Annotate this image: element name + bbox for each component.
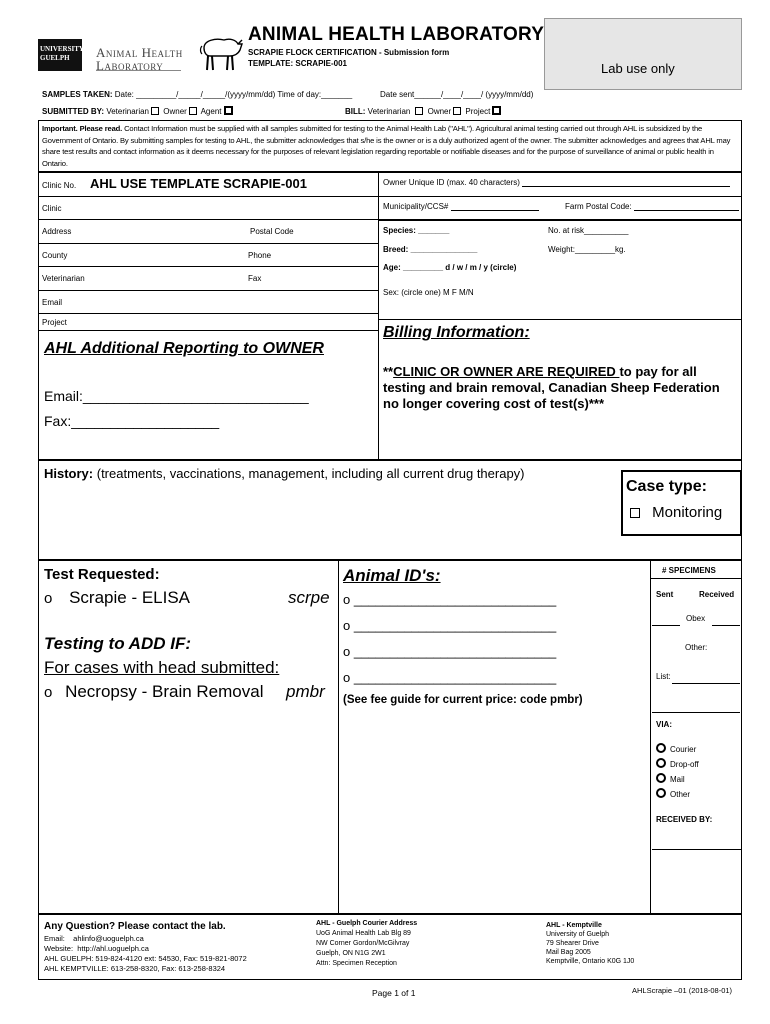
via-other[interactable]	[656, 788, 690, 799]
clinic-row-line	[38, 313, 378, 314]
weight-field[interactable]: Weight:_________kg.	[548, 245, 626, 254]
test-requested-label: Test Requested:	[44, 566, 160, 583]
clinic-field[interactable]: Clinic	[42, 204, 62, 213]
footer-guelph-phone: AHL GUELPH: 519-824-4120 ext: 54530, Fax: 519-821-8072	[44, 954, 247, 963]
footer-website[interactable]: Website: http://ahl.uoguelph.ca	[44, 944, 149, 953]
clinic-row-line	[38, 330, 378, 331]
project-field[interactable]: Project	[42, 318, 67, 327]
clinic-row-line	[38, 219, 378, 220]
owner-id-row[interactable]	[383, 178, 730, 187]
animal-id-line-3[interactable]: o ____________________________	[343, 644, 557, 659]
email-field[interactable]: Email	[42, 298, 63, 307]
lab-logo-line1: Animal Health	[96, 45, 183, 60]
no-at-risk-field[interactable]: No. at risk__________	[548, 226, 629, 235]
dropoff-label: Drop-off	[670, 760, 699, 769]
other-label: Other:	[685, 643, 708, 652]
specimens-title: # SPECIMENS	[662, 566, 716, 575]
via-dropoff[interactable]	[656, 758, 699, 769]
veterinarian-field[interactable]: Veterinarian	[42, 274, 85, 283]
submitted-agent-label: Agent	[200, 107, 222, 116]
form-subtitle: SCRAPIE FLOCK CERTIFICATION - Submission form	[248, 48, 450, 57]
specimens-divider	[650, 560, 651, 914]
bill-project-checkbox[interactable]	[492, 106, 501, 115]
lab-logo-text	[96, 46, 183, 72]
sent-label: Sent	[656, 590, 674, 599]
university-logo-line1: UNIVERSITY	[40, 45, 84, 53]
date-sent-field[interactable]: Date sent______/____/____/ (yyyy/mm/dd)	[380, 90, 534, 99]
phone-field[interactable]: Phone	[248, 251, 272, 260]
animal-ids-label: Animal ID's:	[343, 566, 441, 585]
submitted-vet-checkbox[interactable]	[151, 107, 159, 115]
received-by-label: RECEIVED BY:	[656, 815, 713, 824]
billing-text	[383, 364, 735, 412]
billing-prefix: **	[383, 364, 394, 379]
received-line[interactable]	[712, 625, 740, 626]
list-line[interactable]	[672, 683, 740, 684]
test1-code: scrpe	[288, 588, 330, 607]
municipality-line[interactable]	[451, 210, 539, 211]
owner-row-line	[378, 196, 742, 197]
submitted-agent-checkbox[interactable]	[224, 106, 233, 115]
courier-line: Guelph, ON N1G 2W1	[316, 950, 386, 957]
reporting-email-field[interactable]: Email:_____________________________	[44, 388, 309, 404]
important-notice	[38, 120, 742, 172]
test2-name: Necropsy - Brain Removal	[65, 682, 264, 701]
kemptville-line: 79 Shearer Drive	[546, 940, 599, 947]
courier-title: AHL - Guelph Courier Address	[316, 920, 418, 927]
test1-name: Scrapie - ELISA	[69, 588, 191, 607]
obex-label: Obex	[686, 614, 706, 623]
fax-field[interactable]: Fax	[248, 274, 262, 283]
history-text[interactable]	[44, 466, 525, 481]
billing-body: to pay for all testing and brain removal, Canadian Sheep Federation no longer covering cost of test(s)***	[383, 364, 720, 411]
owner-unique-id-line[interactable]	[522, 186, 730, 187]
bill-vet-checkbox[interactable]	[415, 107, 423, 115]
sheep-icon	[198, 32, 244, 74]
lab-logo-underline	[96, 70, 181, 71]
important-text: Contact Information must be supplied with all samples submitted for testing to the Animal Health Lab ("AHL"). Agricultural animal testing carried out through AHL is subsidized by the Government of Ontario. By submitting samples for testing to AHL, the submitter acknowledges that s/he is the owner or is a duly authorized agent of the owner. The submitter acknowledges and agrees that AHL may share test results and contact information as it deems necessary for the purposes of relevant legislation regarding reportable or notifiable diseases and for the purpose of surveillance of animal or public health in Ontario.	[42, 124, 731, 168]
bill-vet-label: Veterinarian	[367, 107, 411, 116]
test2-code: pmbr	[286, 682, 325, 701]
case-type-label: Case type:	[626, 478, 707, 495]
footer-email[interactable]: Email: ahlinfo@uoguelph.ca	[44, 934, 144, 943]
farm-postal-row[interactable]	[565, 202, 739, 211]
animal-id-line-2[interactable]: o ____________________________	[343, 618, 557, 633]
submitted-owner-label: Owner	[163, 107, 187, 116]
bill-owner-checkbox[interactable]	[453, 107, 461, 115]
dropoff-radio[interactable]	[656, 758, 666, 768]
list-line-2[interactable]	[652, 712, 740, 713]
tests-block	[38, 560, 742, 914]
species-field[interactable]: Species: _______	[383, 226, 450, 235]
breed-field[interactable]: Breed: _______________	[383, 245, 478, 254]
list-label: List:	[656, 672, 671, 681]
monitoring-checkbox[interactable]	[630, 508, 640, 518]
courier-radio[interactable]	[656, 743, 666, 753]
kemptville-address	[546, 921, 634, 966]
via-courier[interactable]	[656, 743, 696, 754]
footer-question: Any Question? Please contact the lab.	[44, 921, 226, 932]
other-via-label: Other	[670, 790, 691, 799]
submitted-by-row	[42, 106, 235, 116]
animal-id-line-1[interactable]: o ____________________________	[343, 592, 557, 607]
kemptville-line: Kemptville, Ontario K0G 1J0	[546, 958, 635, 965]
kemptville-line: Mail Bag 2005	[546, 949, 591, 956]
courier-line: NW Corner Gordon/McGilvray	[316, 940, 410, 947]
age-field[interactable]: Age: _________ d / w / m / y (circle)	[383, 263, 517, 272]
lab-use-box	[544, 18, 742, 90]
courier-line: Attn: Specimen Reception	[316, 960, 397, 967]
address-field[interactable]: Address	[42, 227, 72, 236]
received-label: Received	[699, 590, 735, 599]
farm-postal-label: Farm Postal Code:	[565, 202, 632, 211]
university-logo	[38, 39, 82, 71]
via-label: VIA:	[656, 720, 672, 729]
bill-project-label: Project	[465, 107, 491, 116]
mail-radio[interactable]	[656, 773, 666, 783]
form-id: AHLScrapie –01 (2018-08-01)	[632, 986, 733, 995]
municipality-row[interactable]	[383, 202, 539, 211]
lab-use-label: Lab use only	[601, 61, 675, 76]
sex-field[interactable]: Sex: (circle one) M F M/N	[383, 288, 474, 297]
sample-date-field[interactable]: Date: _________/_____/_____/(yyyy/mm/dd)	[114, 90, 276, 99]
postal-code-field[interactable]: Postal Code	[250, 227, 294, 236]
submitted-by-label: SUBMITTED BY:	[42, 107, 105, 116]
template-subtitle: TEMPLATE: SCRAPIE-001	[248, 59, 347, 68]
test1-row[interactable]	[44, 588, 334, 608]
clinic-no-label: Clinic No.	[42, 181, 77, 190]
farm-postal-line[interactable]	[634, 210, 739, 211]
billing-required: CLINIC OR OWNER ARE REQUIRED	[393, 364, 620, 379]
bill-owner-label: Owner	[427, 107, 452, 116]
municipality-label: Municipality/CCS#	[383, 202, 449, 211]
test2-bullet: o	[44, 684, 53, 701]
tests-divider	[338, 560, 339, 914]
clinic-row-line	[38, 290, 378, 291]
page-title: ANIMAL HEALTH LABORATORY	[248, 24, 545, 45]
fee-note: (See fee guide for current price: code pmbr)	[343, 694, 583, 706]
monitoring-label: Monitoring	[652, 504, 723, 521]
university-logo-line2: GUELPH	[40, 54, 70, 62]
test2-row[interactable]	[44, 682, 334, 702]
submitted-owner-checkbox[interactable]	[189, 107, 197, 115]
courier-label: Courier	[670, 745, 697, 754]
page-number: Page 1 of 1	[372, 988, 416, 998]
kemptville-line: University of Guelph	[546, 931, 610, 938]
courier-address	[316, 919, 417, 969]
history-label: History:	[44, 466, 94, 481]
courier-line: UoG Animal Health Lab Blg 89	[316, 930, 411, 937]
clinic-row-line	[38, 196, 378, 197]
time-of-day-field[interactable]: Time of day:_______	[277, 90, 353, 99]
head-submitted-label: For cases with head submitted:	[44, 658, 280, 677]
specimens-title-line	[650, 578, 742, 579]
bill-row	[345, 106, 503, 116]
history-desc: (treatments, vaccinations, management, including all current drug therapy)	[93, 466, 525, 481]
add-if-label: Testing to ADD IF:	[44, 634, 191, 653]
kemptville-title: AHL - Kemptville	[546, 922, 602, 929]
sent-line[interactable]	[652, 625, 680, 626]
received-by-line[interactable]	[652, 849, 742, 850]
reporting-title: AHL Additional Reporting to OWNER	[44, 340, 324, 357]
mail-label: Mail	[670, 775, 685, 784]
important-lead: Important. Please read.	[42, 124, 123, 133]
case-type-option[interactable]	[628, 504, 722, 521]
county-field[interactable]: County	[42, 251, 68, 260]
bill-label: BILL:	[345, 107, 366, 116]
animal-id-line-4[interactable]: o ____________________________	[343, 670, 557, 685]
clinic-no-value[interactable]: AHL USE TEMPLATE SCRAPIE-001	[90, 176, 307, 191]
samples-taken-label: SAMPLES TAKEN:	[42, 90, 113, 99]
lab-logo-line2: Laboratory	[96, 58, 164, 73]
samples-taken-row	[42, 90, 352, 99]
reporting-fax-field[interactable]: Fax:___________________	[44, 413, 220, 429]
owner-unique-id-label: Owner Unique ID (max. 40 characters)	[383, 178, 520, 187]
footer-kemptville-phone: AHL KEMPTVILLE: 613-258-8320, Fax: 613-258-8324	[44, 964, 226, 973]
clinic-row-line	[38, 243, 378, 244]
test1-bullet: o	[44, 590, 53, 607]
other-radio[interactable]	[656, 788, 666, 798]
clinic-row-line	[38, 266, 378, 267]
billing-title: Billing Information:	[383, 324, 530, 341]
submitted-vet-label: Veterinarian	[106, 107, 150, 116]
via-mail[interactable]	[656, 773, 685, 784]
